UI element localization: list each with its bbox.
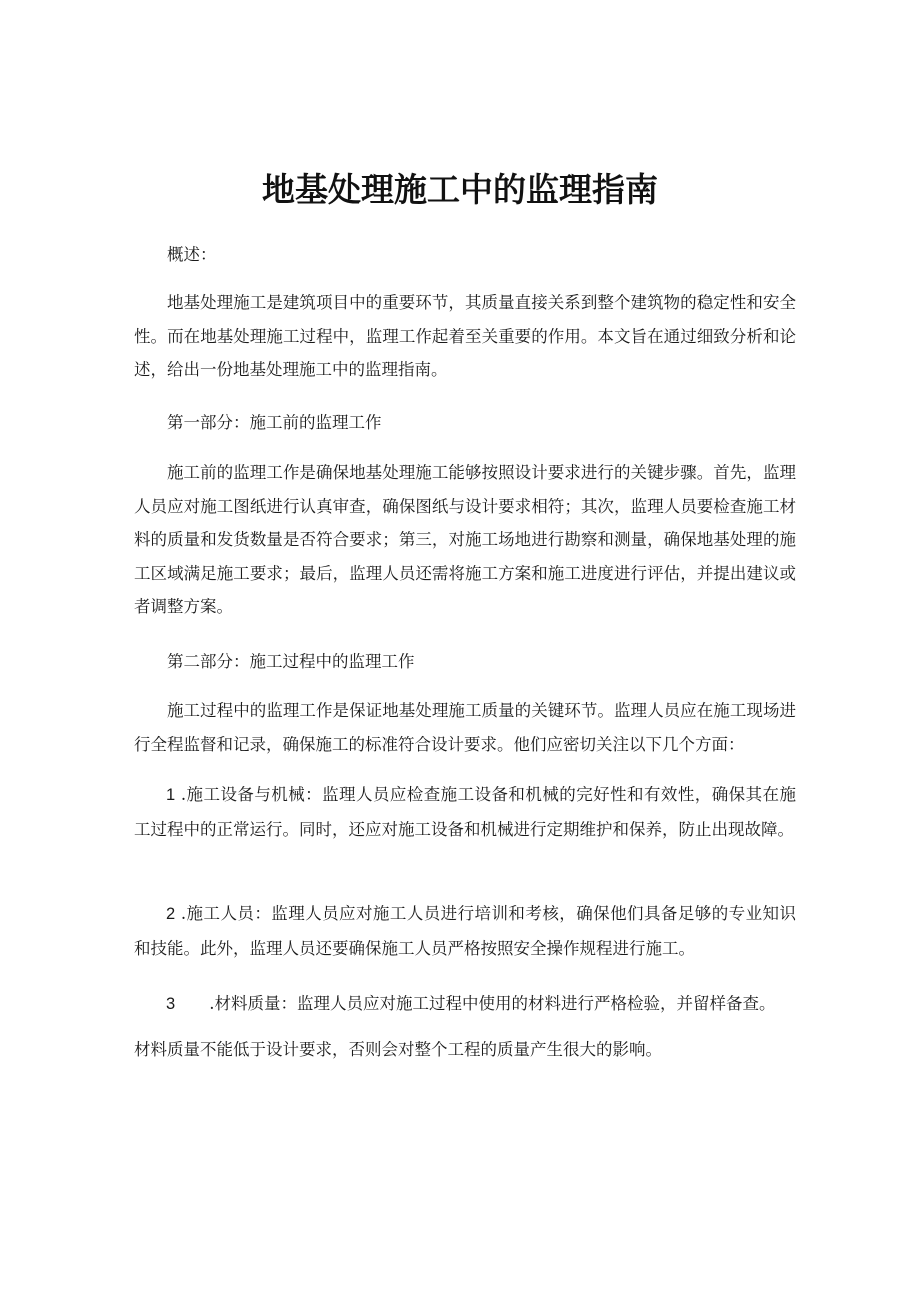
list-item-text: .施工设备与机械：监理人员应检查施工设备和机械的完好性和有效性，确保其在施工过程中的正常运行。同时，还应对施工设备和机械进行定期维护和保养，防止出现故障。 (134, 785, 796, 839)
part1-paragraph: 施工前的监理工作是确保地基处理施工能够按照设计要求进行的关键步骤。首先，监理人员应对施工图纸进行认真审查，确保图纸与设计要求相符；其次，监理人员要检查施工材料的质量和发货数量是否符合要求；第三，对施工场地进行勘察和测量，确保地基处理的施工区域满足施工要求；最后，监理人员还需将施工方案和施工进度进行评估，并提出建议或者调整方案。 (134, 463, 796, 616)
list-item-number: 2 (166, 905, 176, 923)
part2-paragraph: 施工过程中的监理工作是保证地基处理施工质量的关键环节。监理人员应在施工现场进行全程监督和记录，确保施工的标准符合设计要求。他们应密切关注以下几个方面： (134, 701, 796, 754)
list-item-text: .材料质量：监理人员应对施工过程中使用的材料进行严格检验，并留样备查。 (209, 994, 776, 1013)
list-item (134, 987, 796, 1022)
list-item-number: 1 (166, 786, 176, 804)
list-item-number: 3 (166, 995, 176, 1013)
page-title: 地基处理施工中的监理指南 (262, 170, 658, 209)
part2-heading: 第二部分：施工过程中的监理工作 (167, 652, 415, 671)
list-item-continuation: 材料质量不能低于设计要求，否则会对整个工程的质量产生很大的影响。 (134, 1040, 662, 1059)
part1-heading: 第一部分：施工前的监理工作 (167, 413, 382, 432)
list-item-text: .施工人员：监理人员应对施工人员进行培训和考核，确保他们具备足够的专业知识和技能。此外，监理人员还要确保施工人员严格按照安全操作规程进行施工。 (134, 904, 796, 958)
intro-paragraph: 地基处理施工是建筑项目中的重要环节，其质量直接关系到整个建筑物的稳定性和安全性。而在地基处理施工过程中，监理工作起着至关重要的作用。本文旨在通过细致分析和论述，给出一份地基处理施工中的监理指南。 (134, 293, 796, 379)
list-item (134, 778, 796, 846)
list-item (134, 897, 796, 965)
overview-label: 概述： (167, 245, 217, 264)
